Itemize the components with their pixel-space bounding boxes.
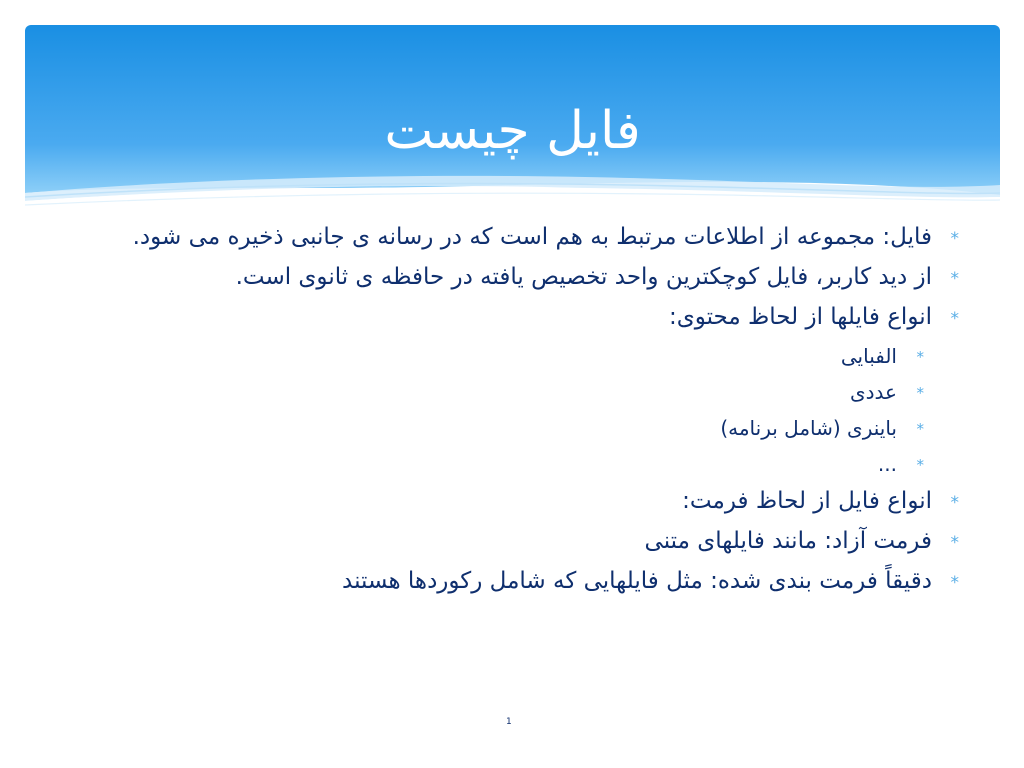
page-number: 1 xyxy=(506,717,512,727)
bullet-star-icon: * xyxy=(916,384,924,402)
bullet-star-icon: * xyxy=(950,533,959,553)
bullet-text: الفبایی xyxy=(840,344,897,368)
slide-title: فایل چیست xyxy=(384,101,641,161)
bullet-list xyxy=(72,222,959,606)
sub-bullet-item xyxy=(72,414,924,442)
bullet-text: از دید کاربر، فایل کوچکترین واحد تخصیص یافته در حافظه ی ثانوی است. xyxy=(235,264,932,290)
bullet-item xyxy=(72,566,959,597)
title-banner xyxy=(25,25,1000,210)
bullet-star-icon: * xyxy=(916,456,924,474)
bullet-item xyxy=(72,526,959,557)
bullet-star-icon: * xyxy=(950,229,959,249)
bullet-item xyxy=(72,486,959,517)
bullet-text: انواع فایل از لحاظ فرمت: xyxy=(682,488,932,514)
sub-bullet-item xyxy=(72,450,924,478)
sub-bullet-item xyxy=(72,378,924,406)
bullet-star-icon: * xyxy=(916,420,924,438)
bullet-star-icon: * xyxy=(950,573,959,593)
bullet-text: عددی xyxy=(850,380,897,404)
bullet-item xyxy=(72,222,959,253)
bullet-text: انواع فایلها از لحاظ محتوی: xyxy=(668,304,932,330)
bullet-text: ... xyxy=(877,452,897,476)
bullet-star-icon: * xyxy=(950,309,959,329)
bullet-text: دقیقاً فرمت بندی شده: مثل فایلهایی که شامل رکوردها هستند xyxy=(342,568,932,594)
bullet-star-icon: * xyxy=(950,269,959,289)
bullet-item xyxy=(72,262,959,293)
bullet-item xyxy=(72,302,959,333)
bullet-star-icon: * xyxy=(916,348,924,366)
bullet-text: فرمت آزاد: مانند فایلهای متنی xyxy=(644,528,932,554)
bullet-text: باینری (شامل برنامه) xyxy=(720,416,897,440)
sub-bullet-item xyxy=(72,342,924,370)
bullet-text: فایل: مجموعه از اطلاعات مرتبط به هم است که در رسانه ی جانبی ذخیره می شود. xyxy=(132,224,932,250)
bullet-star-icon: * xyxy=(950,493,959,513)
